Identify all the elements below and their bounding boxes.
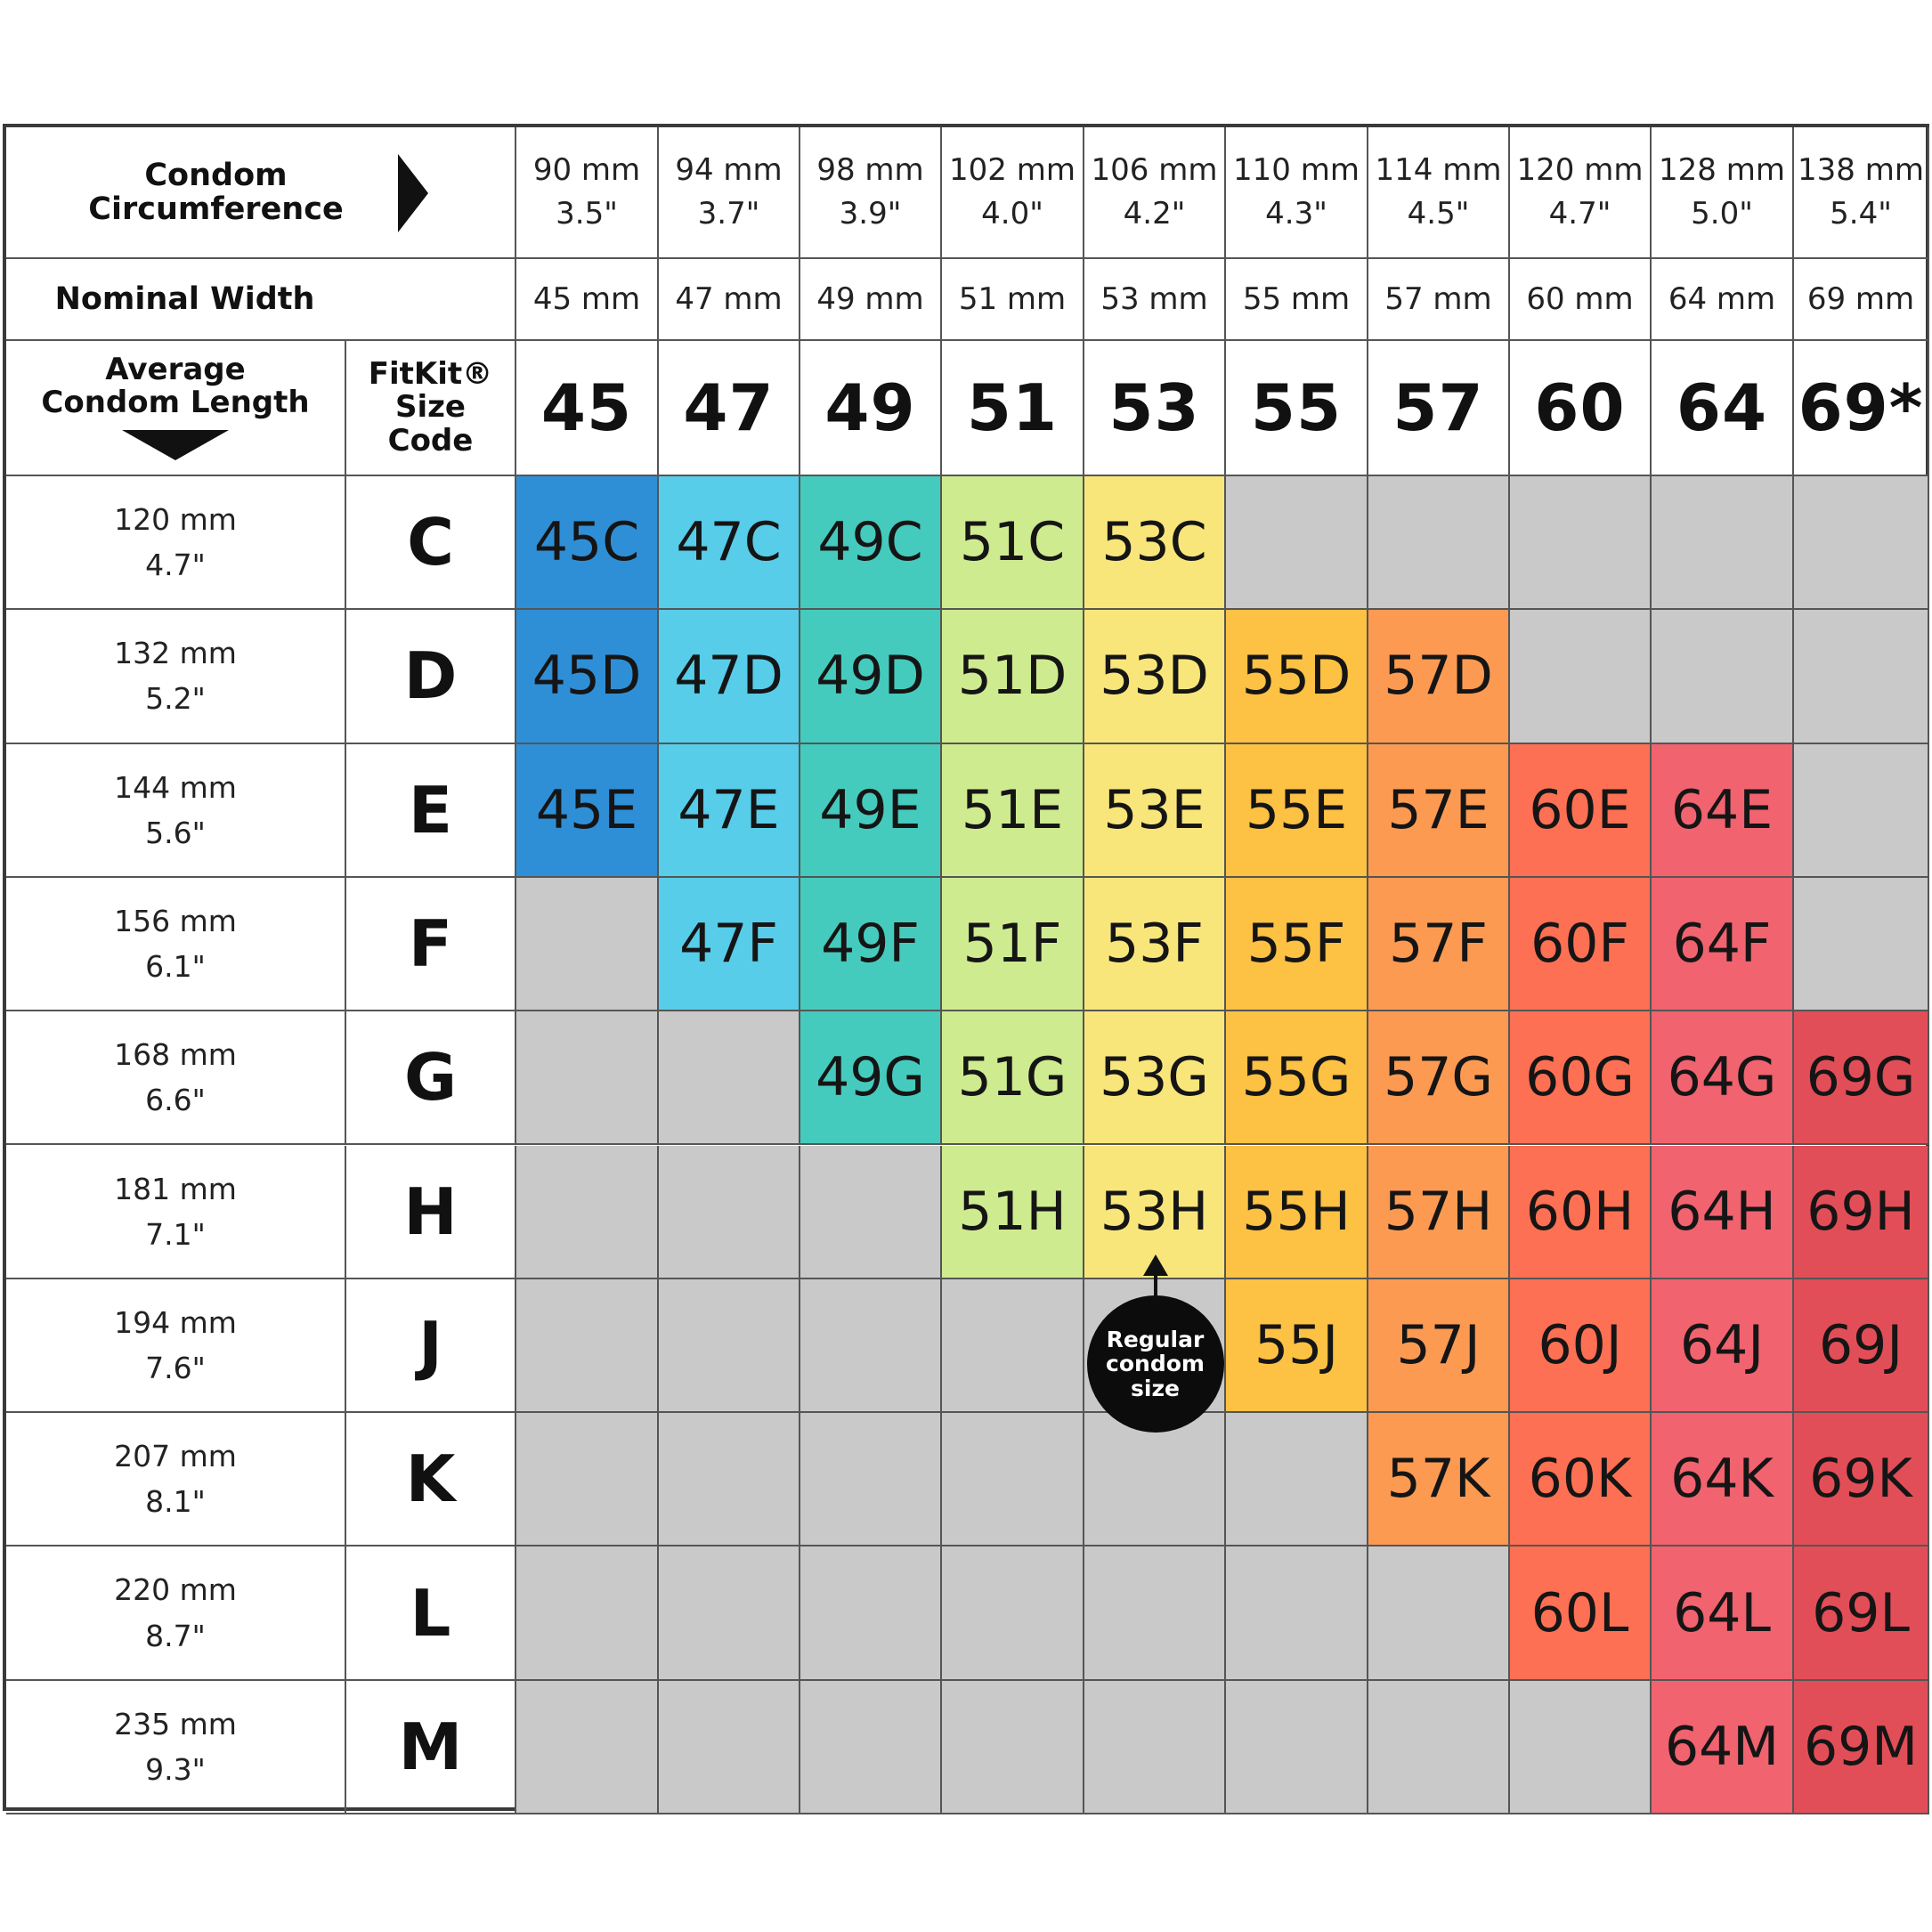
- size-cell-51E: 51E: [942, 744, 1084, 878]
- length-row-F: [6, 878, 346, 1011]
- size-cell-49E: 49E: [800, 744, 942, 878]
- size-letter-K: K: [346, 1413, 516, 1546]
- down-arrow-icon: [122, 430, 229, 460]
- size-cell-55H: 55H: [1226, 1146, 1368, 1279]
- size-cell-51D: 51D: [942, 610, 1084, 743]
- circumference-header: [6, 127, 516, 259]
- size-letter-H: H: [346, 1146, 516, 1279]
- size-cell-49C: 49C: [800, 476, 942, 610]
- empty-cell: [516, 1279, 659, 1413]
- circumference-in: 4.5": [1407, 196, 1470, 231]
- nominal-width-col-1: 47 mm: [659, 259, 800, 341]
- empty-cell: [942, 1279, 1084, 1413]
- length-in: 6.1": [145, 949, 206, 985]
- nominal-width-col-4: 53 mm: [1084, 259, 1226, 341]
- empty-cell: [1510, 476, 1652, 610]
- empty-cell: [1226, 1413, 1368, 1546]
- circumference-col-2: [800, 127, 942, 259]
- circumference-col-7: [1510, 127, 1652, 259]
- size-code-col-3: 51: [942, 341, 1084, 476]
- empty-cell: [1510, 1681, 1652, 1814]
- circumference-in: 3.9": [839, 196, 902, 231]
- size-letter-D: D: [346, 610, 516, 743]
- size-code-col-0: 45: [516, 341, 659, 476]
- size-cell-53D: 53D: [1084, 610, 1226, 743]
- length-row-M: [6, 1681, 346, 1814]
- nominal-width-col-0: 45 mm: [516, 259, 659, 341]
- length-mm: 156 mm: [114, 903, 237, 938]
- size-cell-60E: 60E: [1510, 744, 1652, 878]
- size-cell-64L: 64L: [1652, 1546, 1794, 1680]
- empty-cell: [1794, 744, 1929, 878]
- circumference-mm: 94 mm: [675, 151, 783, 188]
- size-cell-57D: 57D: [1368, 610, 1510, 743]
- empty-cell: [942, 1413, 1084, 1546]
- size-cell-60J: 60J: [1510, 1279, 1652, 1413]
- length-mm: 168 mm: [114, 1037, 237, 1073]
- size-cell-60L: 60L: [1510, 1546, 1652, 1680]
- size-cell-60G: 60G: [1510, 1011, 1652, 1145]
- size-letter-L: L: [346, 1546, 516, 1680]
- size-cell-55G: 55G: [1226, 1011, 1368, 1145]
- size-code-label-line1: FitKit®: [368, 355, 493, 392]
- size-code-col-5: 55: [1226, 341, 1368, 476]
- size-letter-G: G: [346, 1011, 516, 1145]
- size-cell-51F: 51F: [942, 878, 1084, 1011]
- nominal-width-col-5: 55 mm: [1226, 259, 1368, 341]
- size-letter-M: M: [346, 1681, 516, 1814]
- nominal-width-label: Nominal Width: [54, 280, 315, 317]
- size-cell-64M: 64M: [1652, 1681, 1794, 1814]
- circumference-in: 4.3": [1265, 196, 1327, 231]
- length-mm: 120 mm: [114, 502, 237, 537]
- size-cell-69G: 69G: [1794, 1011, 1929, 1145]
- empty-cell: [659, 1279, 800, 1413]
- length-row-K: [6, 1413, 346, 1546]
- nominal-width-col-9: 69 mm: [1794, 259, 1929, 341]
- size-cell-53G: 53G: [1084, 1011, 1226, 1145]
- circumference-in: 5.4": [1830, 196, 1892, 231]
- length-in: 5.2": [145, 681, 206, 717]
- empty-cell: [659, 1413, 800, 1546]
- nominal-width-col-3: 51 mm: [942, 259, 1084, 341]
- size-cell-55F: 55F: [1226, 878, 1368, 1011]
- size-chart-table: [3, 124, 1929, 1811]
- circumference-col-9: [1794, 127, 1929, 259]
- size-cell-47E: 47E: [659, 744, 800, 878]
- empty-cell: [516, 1681, 659, 1814]
- length-header: [6, 341, 346, 476]
- empty-cell: [1226, 476, 1368, 610]
- circumference-in: 3.5": [556, 196, 618, 231]
- size-cell-57H: 57H: [1368, 1146, 1510, 1279]
- circumference-mm: 120 mm: [1516, 151, 1644, 188]
- empty-cell: [942, 1546, 1084, 1680]
- circumference-col-4: [1084, 127, 1226, 259]
- size-cell-69H: 69H: [1794, 1146, 1929, 1279]
- length-mm: 207 mm: [114, 1439, 237, 1474]
- badge-line3: size: [1131, 1375, 1180, 1401]
- size-code-label-line3: Code: [387, 422, 474, 459]
- empty-cell: [659, 1681, 800, 1814]
- size-code-col-4: 53: [1084, 341, 1226, 476]
- badge-arrow-shaft: [1154, 1267, 1157, 1299]
- size-cell-51C: 51C: [942, 476, 1084, 610]
- empty-cell: [800, 1279, 942, 1413]
- empty-cell: [1794, 878, 1929, 1011]
- empty-cell: [659, 1011, 800, 1145]
- length-in: 8.7": [145, 1618, 206, 1653]
- length-label-line2: Condom Length: [41, 385, 310, 421]
- length-label-line1: Average: [105, 352, 246, 387]
- nominal-width-header: [6, 259, 516, 341]
- empty-cell: [1368, 1546, 1510, 1680]
- empty-cell: [659, 1546, 800, 1680]
- size-cell-60K: 60K: [1510, 1413, 1652, 1546]
- size-cell-69J: 69J: [1794, 1279, 1929, 1413]
- size-code-col-1: 47: [659, 341, 800, 476]
- size-cell-64F: 64F: [1652, 878, 1794, 1011]
- empty-cell: [800, 1413, 942, 1546]
- size-cell-64E: 64E: [1652, 744, 1794, 878]
- length-row-C: [6, 476, 346, 610]
- circumference-label-line1: Condom: [144, 157, 288, 193]
- circumference-col-8: [1652, 127, 1794, 259]
- empty-cell: [1794, 610, 1929, 743]
- circumference-col-3: [942, 127, 1084, 259]
- length-mm: 194 mm: [114, 1304, 237, 1340]
- empty-cell: [659, 1146, 800, 1279]
- length-in: 8.1": [145, 1484, 206, 1520]
- length-in: 4.7": [145, 548, 206, 583]
- empty-cell: [1084, 1546, 1226, 1680]
- empty-cell: [516, 1011, 659, 1145]
- empty-cell: [516, 878, 659, 1011]
- size-cell-45D: 45D: [516, 610, 659, 743]
- size-code-col-6: 57: [1368, 341, 1510, 476]
- nominal-width-col-6: 57 mm: [1368, 259, 1510, 341]
- size-cell-69M: 69M: [1794, 1681, 1929, 1814]
- circumference-mm: 138 mm: [1798, 151, 1924, 188]
- empty-cell: [1794, 476, 1929, 610]
- right-arrow-icon: [398, 154, 428, 232]
- size-cell-64G: 64G: [1652, 1011, 1794, 1145]
- circumference-in: 5.0": [1691, 196, 1753, 231]
- length-mm: 144 mm: [114, 769, 237, 805]
- size-cell-53H: 53H: [1084, 1146, 1226, 1279]
- length-mm: 220 mm: [114, 1572, 237, 1608]
- size-cell-49D: 49D: [800, 610, 942, 743]
- badge-line1: Regular: [1106, 1326, 1205, 1352]
- length-row-J: [6, 1279, 346, 1413]
- circumference-col-0: [516, 127, 659, 259]
- size-code-label-line2: Size: [394, 389, 466, 426]
- empty-cell: [1226, 1546, 1368, 1680]
- empty-cell: [1226, 1681, 1368, 1814]
- empty-cell: [800, 1546, 942, 1680]
- empty-cell: [800, 1681, 942, 1814]
- size-code-col-2: 49: [800, 341, 942, 476]
- empty-cell: [1368, 1681, 1510, 1814]
- size-cell-49G: 49G: [800, 1011, 942, 1145]
- circumference-col-5: [1226, 127, 1368, 259]
- size-code-col-7: 60: [1510, 341, 1652, 476]
- regular-size-badge: [1087, 1295, 1224, 1433]
- empty-cell: [942, 1681, 1084, 1814]
- size-letter-C: C: [346, 476, 516, 610]
- empty-cell: [1510, 610, 1652, 743]
- length-in: 7.6": [145, 1350, 206, 1385]
- size-cell-55D: 55D: [1226, 610, 1368, 743]
- circumference-mm: 110 mm: [1233, 151, 1360, 188]
- circumference-mm: 106 mm: [1091, 151, 1218, 188]
- circumference-col-6: [1368, 127, 1510, 259]
- empty-cell: [1084, 1681, 1226, 1814]
- size-cell-64K: 64K: [1652, 1413, 1794, 1546]
- length-in: 5.6": [145, 815, 206, 850]
- size-cell-53C: 53C: [1084, 476, 1226, 610]
- length-in: 9.3": [145, 1751, 206, 1787]
- size-letter-E: E: [346, 744, 516, 878]
- size-code-header: [346, 341, 516, 476]
- size-cell-45C: 45C: [516, 476, 659, 610]
- size-cell-64H: 64H: [1652, 1146, 1794, 1279]
- nominal-width-col-8: 64 mm: [1652, 259, 1794, 341]
- size-cell-69K: 69K: [1794, 1413, 1929, 1546]
- circumference-label-line2: Circumference: [88, 191, 344, 227]
- size-cell-53F: 53F: [1084, 878, 1226, 1011]
- empty-cell: [516, 1546, 659, 1680]
- nominal-width-col-7: 60 mm: [1510, 259, 1652, 341]
- length-mm: 181 mm: [114, 1171, 237, 1206]
- size-code-col-8: 64: [1652, 341, 1794, 476]
- size-cell-51G: 51G: [942, 1011, 1084, 1145]
- circumference-mm: 90 mm: [532, 151, 641, 188]
- size-cell-51H: 51H: [942, 1146, 1084, 1279]
- size-cell-49F: 49F: [800, 878, 942, 1011]
- length-in: 7.1": [145, 1216, 206, 1252]
- length-row-L: [6, 1546, 346, 1680]
- size-letter-J: J: [346, 1279, 516, 1413]
- circumference-mm: 128 mm: [1659, 151, 1785, 188]
- length-row-D: [6, 610, 346, 743]
- circumference-in: 4.7": [1548, 196, 1611, 231]
- size-cell-45E: 45E: [516, 744, 659, 878]
- size-cell-55E: 55E: [1226, 744, 1368, 878]
- length-row-E: [6, 744, 346, 878]
- empty-cell: [516, 1146, 659, 1279]
- circumference-mm: 98 mm: [816, 151, 924, 188]
- size-cell-47D: 47D: [659, 610, 800, 743]
- size-code-col-9: 69*: [1794, 341, 1929, 476]
- circumference-mm: 114 mm: [1375, 151, 1502, 188]
- circumference-col-1: [659, 127, 800, 259]
- circumference-in: 3.7": [697, 196, 760, 231]
- empty-cell: [1368, 476, 1510, 610]
- size-cell-57E: 57E: [1368, 744, 1510, 878]
- length-in: 6.6": [145, 1083, 206, 1118]
- circumference-in: 4.2": [1123, 196, 1186, 231]
- length-mm: 132 mm: [114, 636, 237, 671]
- empty-cell: [1084, 1413, 1226, 1546]
- size-cell-57F: 57F: [1368, 878, 1510, 1011]
- empty-cell: [1652, 476, 1794, 610]
- size-cell-60F: 60F: [1510, 878, 1652, 1011]
- empty-cell: [1652, 610, 1794, 743]
- size-cell-60H: 60H: [1510, 1146, 1652, 1279]
- nominal-width-col-2: 49 mm: [800, 259, 942, 341]
- size-letter-F: F: [346, 878, 516, 1011]
- size-cell-53E: 53E: [1084, 744, 1226, 878]
- circumference-in: 4.0": [981, 196, 1043, 231]
- size-cell-64J: 64J: [1652, 1279, 1794, 1413]
- badge-line2: condom: [1106, 1351, 1205, 1377]
- size-cell-57K: 57K: [1368, 1413, 1510, 1546]
- size-cell-47F: 47F: [659, 878, 800, 1011]
- empty-cell: [516, 1413, 659, 1546]
- empty-cell: [800, 1146, 942, 1279]
- length-row-H: [6, 1146, 346, 1279]
- length-mm: 235 mm: [114, 1706, 237, 1741]
- size-cell-57J: 57J: [1368, 1279, 1510, 1413]
- size-cell-57G: 57G: [1368, 1011, 1510, 1145]
- size-cell-69L: 69L: [1794, 1546, 1929, 1680]
- circumference-mm: 102 mm: [949, 151, 1076, 188]
- size-cell-55J: 55J: [1226, 1279, 1368, 1413]
- size-cell-47C: 47C: [659, 476, 800, 610]
- length-row-G: [6, 1011, 346, 1145]
